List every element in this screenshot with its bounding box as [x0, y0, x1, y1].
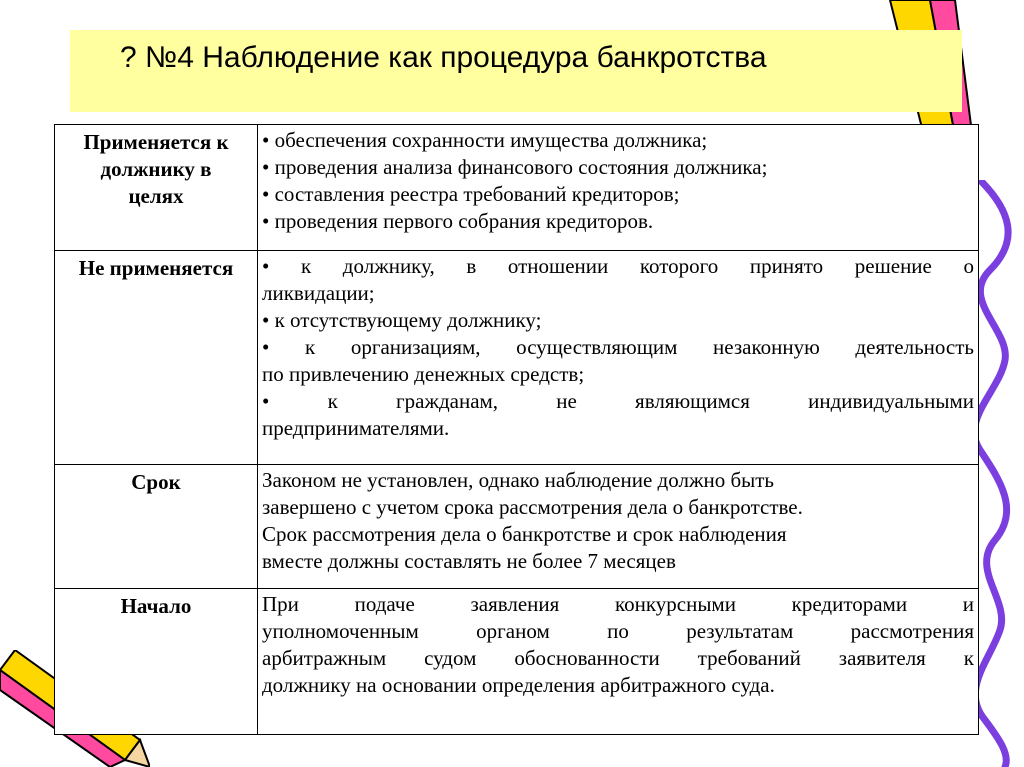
- row-content: [258, 125, 979, 251]
- text-line: уполномоченным органом по результатам рассмотрения: [262, 619, 974, 643]
- bullet-item: • проведения первого собрания кредиторов.: [262, 209, 654, 233]
- text-line: При подаче заявления конкурсными кредиторами и: [262, 592, 974, 616]
- table-row: [55, 465, 979, 589]
- row-label: [55, 589, 258, 735]
- text-line: завершено с учетом срока рассмотрения дела о банкротстве.: [262, 495, 803, 519]
- table-row: [55, 589, 979, 735]
- bullet-item: • обеспечения сохранности имущества должника;: [262, 128, 708, 152]
- slide-title: ? №4 Наблюдение как процедура банкротства: [120, 41, 767, 74]
- text-line: по привлечению денежных средств;: [262, 362, 585, 386]
- text-line: • к гражданам, не являющимся индивидуальными: [262, 389, 974, 413]
- row-label-line: Применяется к: [83, 130, 229, 154]
- text-line: должнику на основании определения арбитражного суда.: [262, 673, 775, 697]
- row-label-line: Начало: [120, 594, 192, 618]
- row-label: [55, 125, 258, 251]
- text-line: предпринимателями.: [262, 416, 450, 440]
- text-line: арбитражным судом обоснованности требований заявителя к: [262, 646, 974, 670]
- row-label-line: Не применяется: [78, 256, 234, 280]
- table-row: [55, 251, 979, 465]
- text-line: Законом не установлен, однако наблюдение должно быть: [262, 468, 774, 492]
- row-label: [55, 251, 258, 465]
- row-label: [55, 465, 258, 589]
- row-label-line: целях: [128, 184, 184, 208]
- text-line: • к организациям, осуществляющим незаконную деятельность: [262, 335, 974, 359]
- text-line: вместе должны составлять не более 7 месяцев: [262, 549, 676, 573]
- row-label-line: должнику в: [100, 157, 212, 181]
- bullet-item: • составления реестра требований кредиторов;: [262, 182, 680, 206]
- row-content: [258, 589, 979, 735]
- text-line: ликвидации;: [262, 281, 375, 305]
- text-line: • к должнику, в отношении которого принято решение о: [262, 254, 974, 278]
- row-content: [258, 465, 979, 589]
- procedure-table: [54, 124, 979, 735]
- text-line: • к отсутствующему должнику;: [262, 308, 542, 332]
- table-row: [55, 125, 979, 251]
- row-label-line: Срок: [131, 470, 181, 494]
- row-content: [258, 251, 979, 465]
- text-line: Срок рассмотрения дела о банкротстве и срок наблюдения: [262, 522, 787, 546]
- bullet-item: • проведения анализа финансового состояния должника;: [262, 155, 768, 179]
